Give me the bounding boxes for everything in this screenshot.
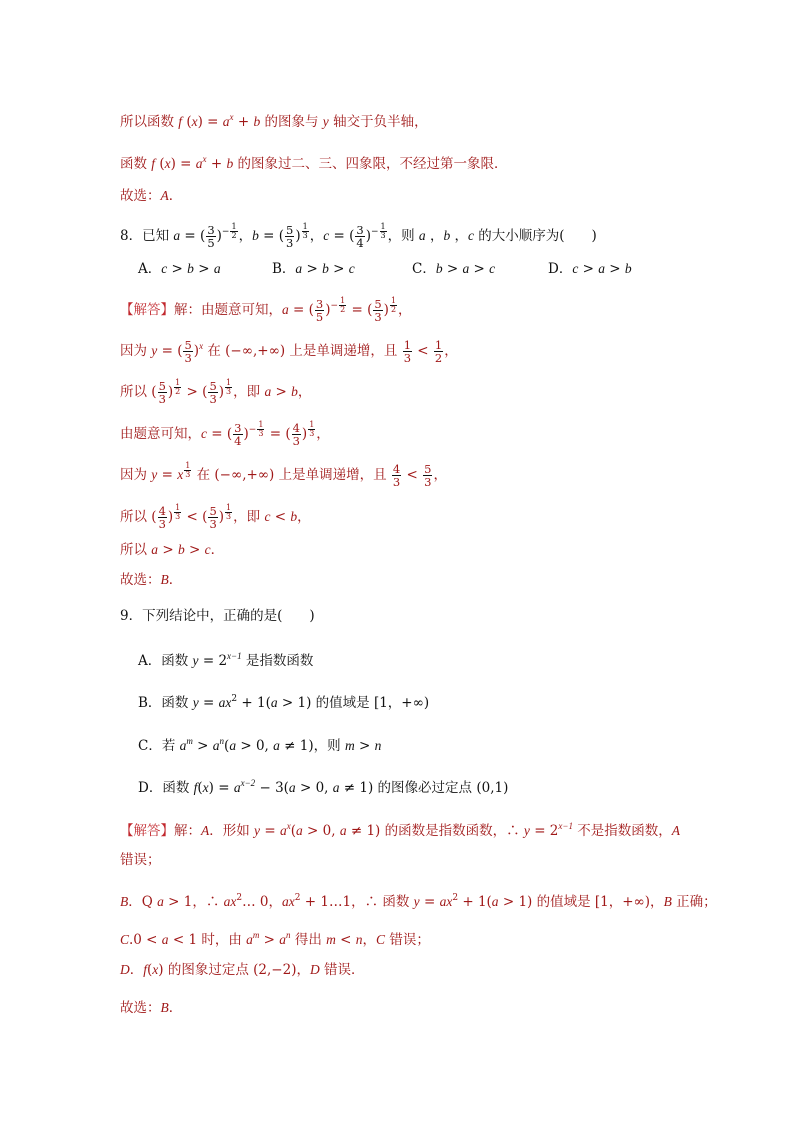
question-9-stem: 9．下列结论中，正确的是( ) — [120, 608, 315, 624]
q8-solution-line-1: 【解答】解：由题意可知，a = ( $\frac{3}{5}$ )$^{- \frac{1}{2}}$ = ( $\frac{5}{3}$ ) $^{\frac{1}{2}}$ ， — [120, 296, 412, 324]
q8-answer: 故选：B． — [120, 572, 183, 588]
q8-option-a: A．c > b > a — [138, 261, 221, 277]
q8-solution-line-2: 因为 y = ( $\frac{5}{3}$ )$^x$ 在 (−∞,+∞) 上是单调递增，且 $\frac{1}{3}$ < $\frac{1}{2}$ ， — [120, 338, 458, 365]
q9-option-a: A．函数 $y = 2^{x-1}$ 是指数函数 — [138, 651, 314, 669]
q9-solution-line-5: D．f(x) 的图象过定点 (2,−2)，D 错误． — [120, 962, 365, 978]
question-8-stem: 8．已知 a = ( $\frac{3}{5}$ )$^{- \frac{1}{2}}$ ，b = ( $\frac{5}{3}$ ) $^{\frac{1}{3}}$ ，c = ( $\frac{3}{4}$ )$^{- \frac{1}{3}}$ ，则 a ，b ，c 的大小顺序为( ) — [120, 222, 597, 250]
q8-option-b: B．a > b > c — [272, 261, 355, 277]
q8-solution-line-5: 因为 y = x $^{\frac{1}{3}}$ 在 (−∞,+∞) 上是单调递增，且 $\frac{4}{3}$ < $\frac{5}{3}$ ， — [120, 461, 447, 489]
q9-solution-line-2: 错误； — [120, 852, 161, 868]
q9-answer: 故选：B． — [120, 1000, 183, 1016]
q8-solution-line-7: 所以 a > b > c． — [120, 542, 225, 558]
q8-solution-line-4: 由题意可知，c = ( $\frac{3}{4}$ )$^{- \frac{1}{3}}$ = ( $\frac{4}{3}$ ) $^{\frac{1}{3}}$ ， — [120, 420, 330, 448]
q9-solution-line-4: C.0 < a < 1 时，由 $a^m > a^n$ 得出 m < n，C 错误； — [120, 930, 430, 948]
q9-solution-line-3: B．Q a > 1，∴ $ax^2\dots$ 0，$ax^2$ + 1…1，∴ 函数 $y = ax^2 + 1(a > 1)$ 的值域是 [1，+∞)，B 正确； — [120, 893, 717, 910]
q9-solution-line-1: 【解答】解：A．形如 $y = a^x(a > 0$, a ≠ 1) 的函数是指数函数，∴ $y = 2^{x-1}$ 不是指数函数，A — [120, 821, 681, 839]
q8-solution-line-3: 所以 ( $\frac{5}{3}$ ) $^{\frac{1}{2}}$ > ( $\frac{5}{3}$ ) $^{\frac{1}{3}}$ ，即 a > b， — [120, 378, 312, 406]
q9-option-d: D．函数 $f(x) = a^{x-2} - 3(a > 0$, a ≠ 1) 的图像必过定点 (0,1) — [138, 778, 509, 796]
q8-solution-line-6: 所以 ( $\frac{4}{3}$ ) $^{\frac{1}{3}}$ < ( $\frac{5}{3}$ ) $^{\frac{1}{3}}$ ，即 c < b， — [120, 503, 311, 531]
q9-option-c: C．若 $a^m > a^n(a > 0$, a ≠ 1)，则 m > n — [138, 736, 382, 754]
q8-option-c: C．b > a > c — [412, 261, 496, 277]
solution-line-1: 所以函数 f $(x) = a^x + b$ 的图象与 y 轴交于负半轴， — [120, 112, 428, 130]
answer-line-7: 故选：A． — [120, 188, 183, 204]
solution-line-2: 函数 f $(x) = a^x + b$ 的图象过二、三、四象限，不经过第一象限． — [120, 154, 508, 172]
q9-option-b: B．函数 $y = ax^2 + 1(a > 1)$ 的值域是 [1，+∞) — [138, 694, 430, 711]
q8-option-d: D．c > a > b — [548, 261, 632, 277]
